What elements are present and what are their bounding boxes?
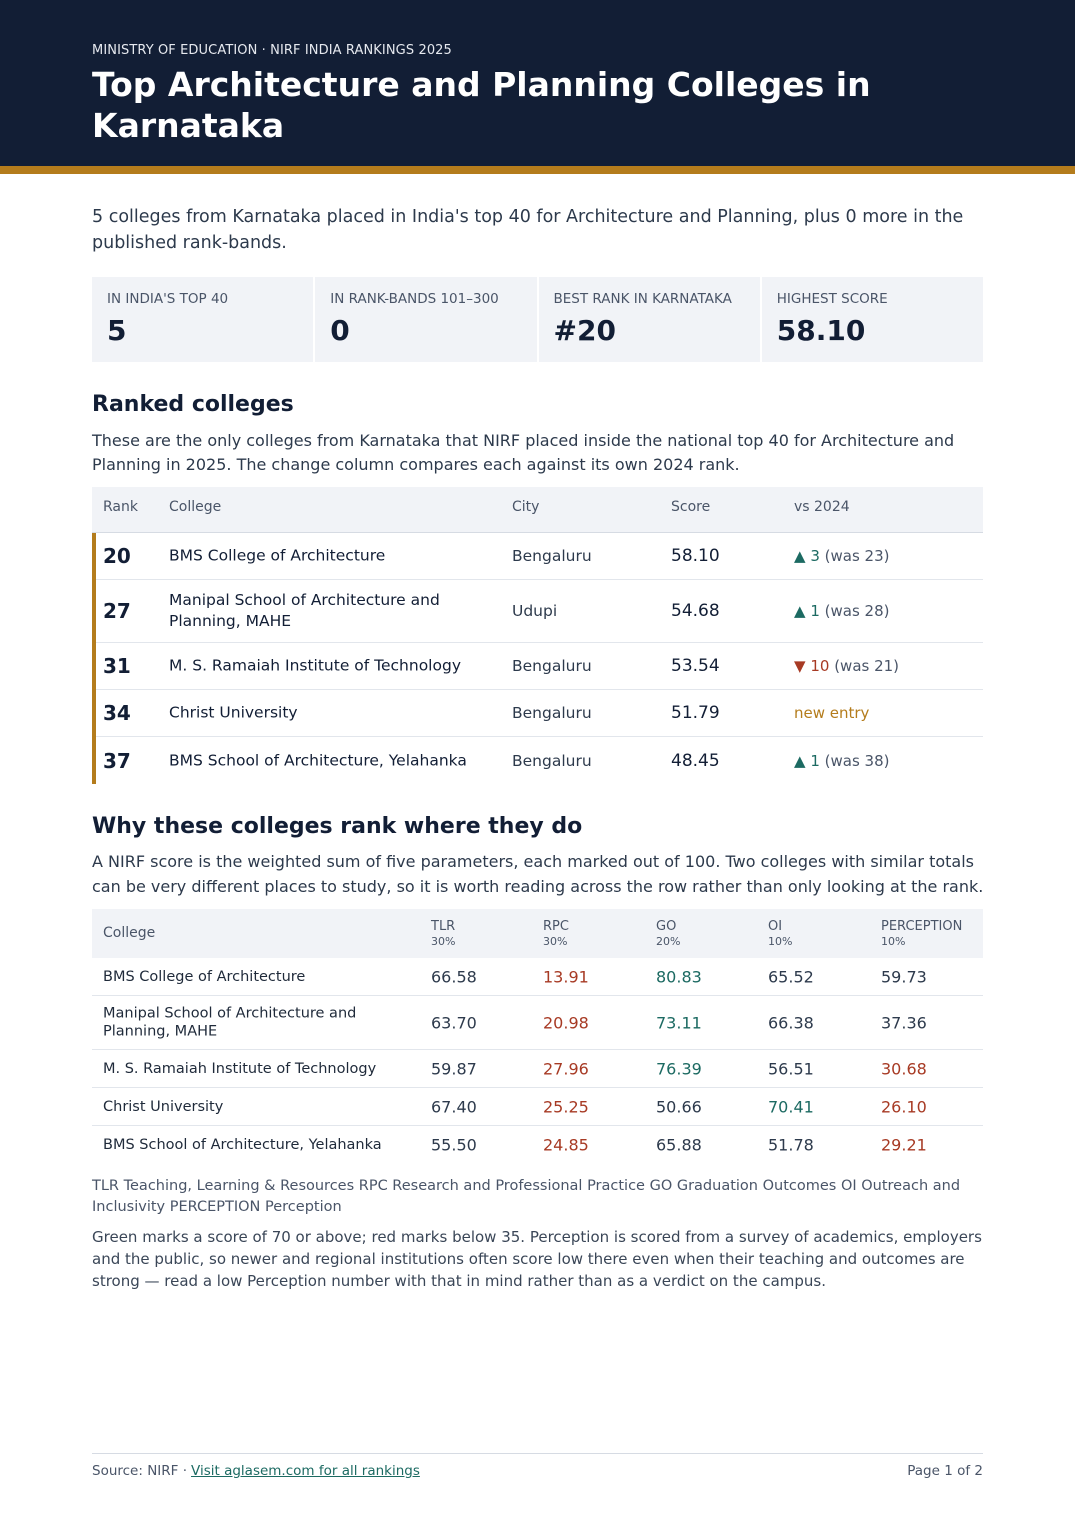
- col-weight: 30%: [543, 935, 568, 948]
- stat-value: 5: [107, 314, 127, 347]
- change-value: 3: [810, 547, 820, 565]
- college-cell: Christ University: [103, 1098, 224, 1115]
- rank-cell: 37: [103, 748, 131, 773]
- stat-cards: [92, 277, 983, 362]
- college-cell: Christ University: [169, 703, 298, 722]
- ranked-heading: Ranked colleges: [92, 392, 294, 417]
- tlr-cell: 66.58: [431, 967, 477, 986]
- table-row: [96, 643, 983, 690]
- ranked-table-header: [92, 487, 983, 533]
- change-cell: [794, 602, 890, 620]
- ranked-table: [92, 487, 983, 784]
- header-kicker: MINISTRY OF EDUCATION · NIRF INDIA RANKINGS 2025: [92, 43, 452, 58]
- col-perception: [881, 919, 962, 949]
- stat-value: #20: [553, 314, 616, 347]
- perception-cell: 26.10: [881, 1097, 927, 1116]
- col-label: TLR: [431, 919, 456, 934]
- col-label: RPC: [543, 919, 569, 934]
- go-cell: 50.66: [656, 1097, 702, 1116]
- rank-cell: 20: [103, 544, 131, 568]
- col-score: Score: [671, 499, 711, 515]
- table-row: [96, 533, 983, 580]
- college-cell: M. S. Ramaiah Institute of Technology: [103, 1060, 377, 1077]
- lead-paragraph: 5 colleges from Karnataka placed in India's top 40 for Architecture and Planning, plus 0 more in the published rank-bands.: [92, 207, 964, 253]
- perception-cell: 30.68: [881, 1059, 927, 1078]
- col-weight: 10%: [881, 935, 906, 948]
- college-cell: BMS School of Architecture, Yelahanka: [169, 751, 467, 769]
- stat-card-best-rank: [539, 277, 760, 362]
- score-cell: 53.54: [671, 656, 720, 676]
- parameter-table-header: [92, 909, 983, 958]
- rankings-link[interactable]: Visit aglasem.com for all rankings: [191, 1463, 420, 1479]
- college-cell: Manipal School of Architecture and Planning, MAHE: [169, 591, 440, 630]
- perception-cell: 37.36: [881, 1013, 927, 1032]
- footer-divider: [92, 1453, 983, 1454]
- source-label: Source: NIRF ·: [92, 1463, 188, 1479]
- ranked-intro: These are the only colleges from Karnataka that NIRF placed inside the national top 40 for Architecture and Planning in 2025. The change column compares each against its own 2024 rank.: [92, 431, 955, 474]
- col-city: City: [512, 499, 540, 515]
- col-tlr: [431, 919, 455, 949]
- scoring-note: Green marks a score of 70 or above; red marks below 35. Perception is scored from a survey of academics, employers and the public, so newer and regional institutions often score low there even when their teaching and outcomes are strong — read a low Perception number with that in mind rather than as a verdict on the campus.: [92, 1228, 982, 1290]
- college-cell: M. S. Ramaiah Institute of Technology: [169, 656, 461, 675]
- college-cell: BMS School of Architecture, Yelahanka: [103, 1136, 382, 1153]
- college-cell: Manipal School of Architecture and Planning, MAHE: [103, 1005, 357, 1040]
- rpc-cell: 27.96: [543, 1059, 589, 1078]
- ranked-table-body: [92, 533, 983, 784]
- oi-cell: 65.52: [768, 967, 814, 986]
- go-cell: 76.39: [656, 1059, 702, 1078]
- table-row: [92, 996, 983, 1050]
- up-arrow-icon: ▲: [794, 751, 806, 770]
- change-value: 1: [810, 602, 820, 620]
- rank-cell: 34: [103, 701, 131, 725]
- page-number: Page 1 of 2: [907, 1463, 983, 1479]
- score-cell: 54.68: [671, 601, 720, 621]
- col-label: OI: [768, 919, 783, 934]
- up-arrow-icon: ▲: [794, 547, 806, 565]
- score-cell: 48.45: [671, 750, 720, 771]
- col-weight: 30%: [431, 935, 456, 948]
- rpc-cell: 25.25: [543, 1097, 589, 1116]
- oi-cell: 51.78: [768, 1135, 814, 1155]
- city-cell: Bengaluru: [512, 547, 592, 565]
- perception-cell: 59.73: [881, 967, 927, 986]
- col-rank: Rank: [103, 499, 138, 515]
- city-cell: Bengaluru: [512, 704, 592, 722]
- tlr-cell: 63.70: [431, 1013, 477, 1032]
- previous-rank: (was 28): [824, 602, 890, 620]
- stat-label: IN INDIA'S TOP 40: [107, 291, 229, 307]
- down-arrow-icon: ▼: [794, 657, 806, 675]
- stat-value: 0: [330, 314, 350, 347]
- rank-cell: 27: [103, 599, 131, 623]
- col-college: College: [103, 925, 156, 941]
- stat-card-highest-score: [762, 277, 983, 362]
- col-rpc: [543, 919, 569, 949]
- table-row: [96, 737, 983, 784]
- col-label: PERCEPTION: [881, 919, 963, 934]
- stat-label: BEST RANK IN KARNATAKA: [553, 291, 732, 307]
- stat-label: IN RANK-BANDS 101–300: [330, 291, 499, 307]
- stat-label: HIGHEST SCORE: [776, 291, 888, 307]
- col-college: College: [169, 499, 222, 515]
- stat-card-rank-bands: [315, 277, 536, 362]
- perception-cell: 29.21: [881, 1135, 927, 1155]
- college-cell: BMS College of Architecture: [169, 546, 386, 565]
- oi-cell: 56.51: [768, 1059, 814, 1078]
- change-value: 10: [810, 657, 830, 675]
- table-row: [96, 580, 983, 643]
- col-oi: [768, 919, 792, 949]
- rpc-cell: 20.98: [543, 1013, 589, 1032]
- col-weight: 10%: [768, 935, 793, 948]
- rpc-cell: 13.91: [543, 967, 589, 986]
- oi-cell: 66.38: [768, 1013, 814, 1032]
- score-cell: 51.79: [671, 703, 720, 723]
- table-row: [92, 958, 983, 996]
- oi-cell: 70.41: [768, 1097, 814, 1116]
- previous-rank: (was 23): [824, 547, 890, 565]
- col-weight: 20%: [656, 935, 681, 948]
- go-cell: 65.88: [656, 1135, 702, 1155]
- tlr-cell: 67.40: [431, 1097, 477, 1116]
- go-cell: 80.83: [656, 967, 702, 986]
- stat-card-top40: [92, 277, 313, 362]
- why-intro: A NIRF score is the weighted sum of five parameters, each marked out of 100. Two colleges with similar totals can be very different places to study, so it is worth reading across the row rather than only looking at the rank.: [92, 852, 984, 896]
- col-vs-2024: vs 2024: [794, 499, 850, 515]
- table-row: [92, 1050, 983, 1088]
- change-value: 1: [810, 751, 820, 770]
- city-cell: Bengaluru: [512, 657, 592, 675]
- previous-rank: (was 21): [834, 657, 900, 675]
- parameter-table: [92, 909, 983, 1164]
- tlr-cell: 59.87: [431, 1059, 477, 1078]
- previous-rank: (was 38): [824, 751, 890, 770]
- score-cell: 58.10: [671, 546, 720, 566]
- city-cell: Udupi: [512, 602, 558, 620]
- table-row: [96, 690, 983, 737]
- page-title: Top Architecture and Planning Colleges in Karnataka: [92, 65, 871, 145]
- header-accent-rule: [0, 166, 1075, 174]
- parameter-legend: TLR Teaching, Learning & Resources RPC Research and Professional Practice GO Graduation Outcomes OI Outreach and Inclusivity PERCEPTION Perception: [92, 1178, 961, 1215]
- col-go: [656, 919, 680, 949]
- table-row: [92, 1126, 983, 1164]
- change-cell: [794, 547, 890, 565]
- college-cell: BMS College of Architecture: [103, 968, 306, 985]
- new-entry-label: new entry: [794, 704, 870, 722]
- city-cell: Bengaluru: [512, 751, 592, 770]
- change-cell: [794, 657, 899, 675]
- why-heading: Why these colleges rank where they do: [92, 814, 583, 839]
- rank-cell: 31: [103, 654, 131, 678]
- tlr-cell: 55.50: [431, 1135, 477, 1155]
- col-label: GO: [656, 919, 677, 934]
- footer-source: [92, 1463, 420, 1479]
- table-row: [92, 1088, 983, 1126]
- rpc-cell: 24.85: [543, 1135, 589, 1155]
- change-cell: [794, 752, 890, 770]
- up-arrow-icon: ▲: [794, 602, 806, 620]
- go-cell: 73.11: [656, 1013, 702, 1032]
- stat-value: 58.10: [776, 314, 866, 347]
